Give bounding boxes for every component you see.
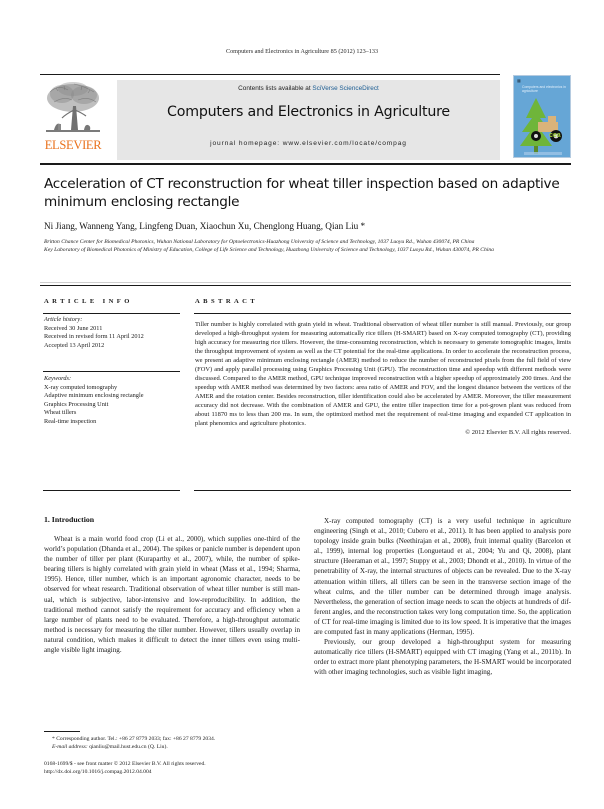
abstract-copyright: © 2012 Elsevier B.V. All rights reserved. [465, 429, 571, 437]
keywords-label: Keywords: [44, 375, 72, 382]
cover-badge: cea [549, 132, 561, 139]
history-item: Accepted 13 April 2012 [44, 341, 105, 349]
abstract-text: Tiller number is highly correlated with grain yield in wheat. Traditional observation of wheat tiller number is still manual. Previously, our group developed a high-throughput system for measuring automatically rice tillers (H-SMART) based on X-ray computed tomography (CT), providing high accuracy for measuring rice tillers. However, the time-consuming reconstruction, which is necessary to generate tomographic images, limits the throughput improvement of system as well as the CT potential for the real-time applications. In order to accelerate the reconstruction process, we present an adaptive minimum enclosing rectangle (AMER) method to reduce the number of reconstructed pixels from the full field of view (FOV) and apply parallel processing using Graphics Processing Unit (GPU). The reconstruction time and speedup with different methods were discussed. Compared to the AMER method, GPU technique improved reconstruction with a higher speedup of approximately 200 times. And the speedup with AMER method was determined by two factors: area ratio of AMER and FOV, and the longest distance between the vertices of the AMER and the rotation center. Besides reconstruction, tiller identification could also be accelerated by AMER. Moreover, the tiller measurement accuracy did not decrease. With the combination of AMER and GPU, the entire tiller inspection time for a pot-grown plant was reduced from about 11870 ms to less than 200 ms. In sum, the optimized method met the requirement of real-time imaging and expanded CT application in plant phenomics and agriculture photonics. [195, 321, 571, 428]
article-title: Acceleration of CT reconstruction for wheat tiller inspection based on adaptive minimum enclosing rectangle [44, 176, 560, 210]
contents-prefix: Contents lists available at [238, 85, 313, 92]
abstract-rule [194, 313, 571, 314]
history-item: Received in revised form 11 April 2012 [44, 333, 144, 340]
sciencedirect-link[interactable]: SciVerse ScienceDirect [312, 85, 379, 92]
cover-title: Computers and electronics in agriculture [522, 85, 566, 93]
keyword-item: Graphics Processing Unit [44, 400, 109, 408]
journal-cover-image [513, 75, 571, 158]
front-matter-rule [40, 285, 571, 286]
footnote-corresponding: * Corresponding author. Tel.: +86 27 8779 2033; fax: +86 27 8779 2034. [52, 735, 216, 742]
email-label: E-mail address: [52, 744, 88, 751]
body-paragraph: Previously, our group developed a high-throughput system for measuring automatically rice tillers (H-SMART) equipped with CT imaging (Yang et al., 2011b). In order to extract more plant phenotyping parameters, the H-SMART would be incorporated with other imaging technologies, such as visible light imaging, [314, 638, 571, 677]
history-item: Received 30 June 2011 [44, 324, 103, 332]
section-heading-introduction: 1. Introduction [44, 515, 95, 524]
article-info-bottom-rule [43, 490, 180, 491]
keywords [44, 375, 194, 426]
affiliation-item: Britton Chance Center for Biomedical Photonics, Wuhan National Laboratory for Optoelectronics-Huazhong University of Science and Technology, 1037 Luoyu Rd., Wuhan 430074, PR China [44, 239, 475, 245]
contents-availability [117, 85, 500, 92]
elsevier-tree-icon [44, 80, 102, 138]
issn-line: 0168-1699/$ - see front matter © 2012 Elsevier B.V. All rights reserved. [44, 761, 206, 767]
abstract-body [195, 320, 571, 437]
body-right-column [314, 516, 571, 678]
affiliation-item: Key Laboratory of Biomedical Photonics of Ministry of Education, College of Life Science and Technology, Huazhong University of Science and Technology, 1037 Luoyu Rd., Wuhan 430074, PR China [44, 247, 494, 254]
keyword-item: Adaptive minimum enclosing rectangle [44, 392, 144, 399]
affiliation-light-rule [40, 282, 571, 283]
article-info-heading: ARTICLE INFO [44, 298, 133, 305]
abstract-bottom-rule [194, 490, 571, 491]
keyword-item: Real-time inspection [44, 417, 97, 425]
corresponding-author-footnote [44, 731, 304, 752]
body-paragraph: Wheat is a main world food crop (Li et al., 2000), which supplies one-third of the world’s population (Dhanda et al., 2004). The spikes or panicle number is dependent upon the number of tiller per plant (Kuraparthy et al., 2007), while, the number of spike-bearing tillers is highly correlated with grain yield in wheat (Mass et al., 1994; Sharma, 1995). Hence, tiller number, which is an important agronomic character, needs to be observed for wheat research. Traditional observation of wheat tiller number is still manual, which is subjective, labor-intensive and low-reproducibility. In addition, the traditional method cannot satisfy the requirement for accuracy and efficiency when a large number of plants need to be evaluated. Therefore, a high-throughput automatic method is necessary for measuring the tiller number. However, tillers usually overlap in natural condition, which makes it difficult to detect the inner tillers even using multi-angle visible light imaging. [44, 535, 300, 655]
journal-homepage[interactable]: journal homepage: www.elsevier.com/locate/compag [210, 140, 407, 147]
article-history [44, 316, 194, 350]
author-list: Ni Jiang, Wanneng Yang, Lingfeng Duan, Xiaochun Xu, Chenglong Huang, Qian Liu * [44, 221, 366, 231]
keyword-item: Wheat tillers [44, 409, 77, 416]
body-paragraph: X-ray computed tomography (CT) is a very useful technique in agriculture engineering (Singh et al., 2010; Cubero et al., 2011). It has been applied to analysis pore topology inside grain bulks (Neethirajan et al., 2008), fruit internal quality (Barcelon et al., 1999), internal log properties (Longuetaud et al., 2004; Yu and Qi, 2008), plant structure (Heeraman et al., 1997; Stuppy et al., 2003; Dhondt et al., 2010). In virtue of the penetrability of X-ray, the internal structures of objects can be revealed. Due to the X-ray attenuation within tillers, all tillers can be seen in the transverse section image of the wheat culms, and the tiller number can be determined through image analysis. Nevertheless, the generation of section image needs to scan the objects at hundreds of different angles, and the reconstruction takes very long computation time. So, the application of CT for real-time imaging is limited due to its low speed. It is imperative that the images are computed fast in many applications (Herman, 1995). [314, 517, 571, 637]
elsevier-wordmark: ELSEVIER [44, 138, 102, 152]
abstract-heading: ABSTRACT [195, 298, 259, 305]
running-header: Computers and Electronics in Agriculture 85 (2012) 123–133 [225, 48, 379, 55]
keywords-rule [43, 371, 180, 372]
journal-masthead [117, 80, 500, 160]
journal-title: Computers and Electronics in Agriculture [167, 104, 450, 120]
cover-publisher-icon: ▦ [517, 78, 521, 83]
article-history-label: Article history: [44, 316, 83, 323]
top-rule [40, 74, 500, 75]
body-left-column [44, 534, 300, 655]
masthead-thick-rule [40, 163, 571, 165]
email-address[interactable]: qianliu@mail.hust.edu.cn (Q. Liu). [87, 744, 168, 751]
keyword-item: X-ray computed tomography [44, 383, 118, 391]
article-info-rule [43, 313, 180, 314]
doi-link[interactable]: http://dx.doi.org/10.1016/j.compag.2012.04.004 [44, 769, 152, 776]
elsevier-logo [40, 78, 106, 160]
footnote-email [44, 743, 304, 751]
front-matter-info [44, 760, 344, 777]
cover-illustration-icon [514, 96, 571, 158]
footnote-rule [44, 731, 80, 732]
affiliations [44, 238, 584, 255]
